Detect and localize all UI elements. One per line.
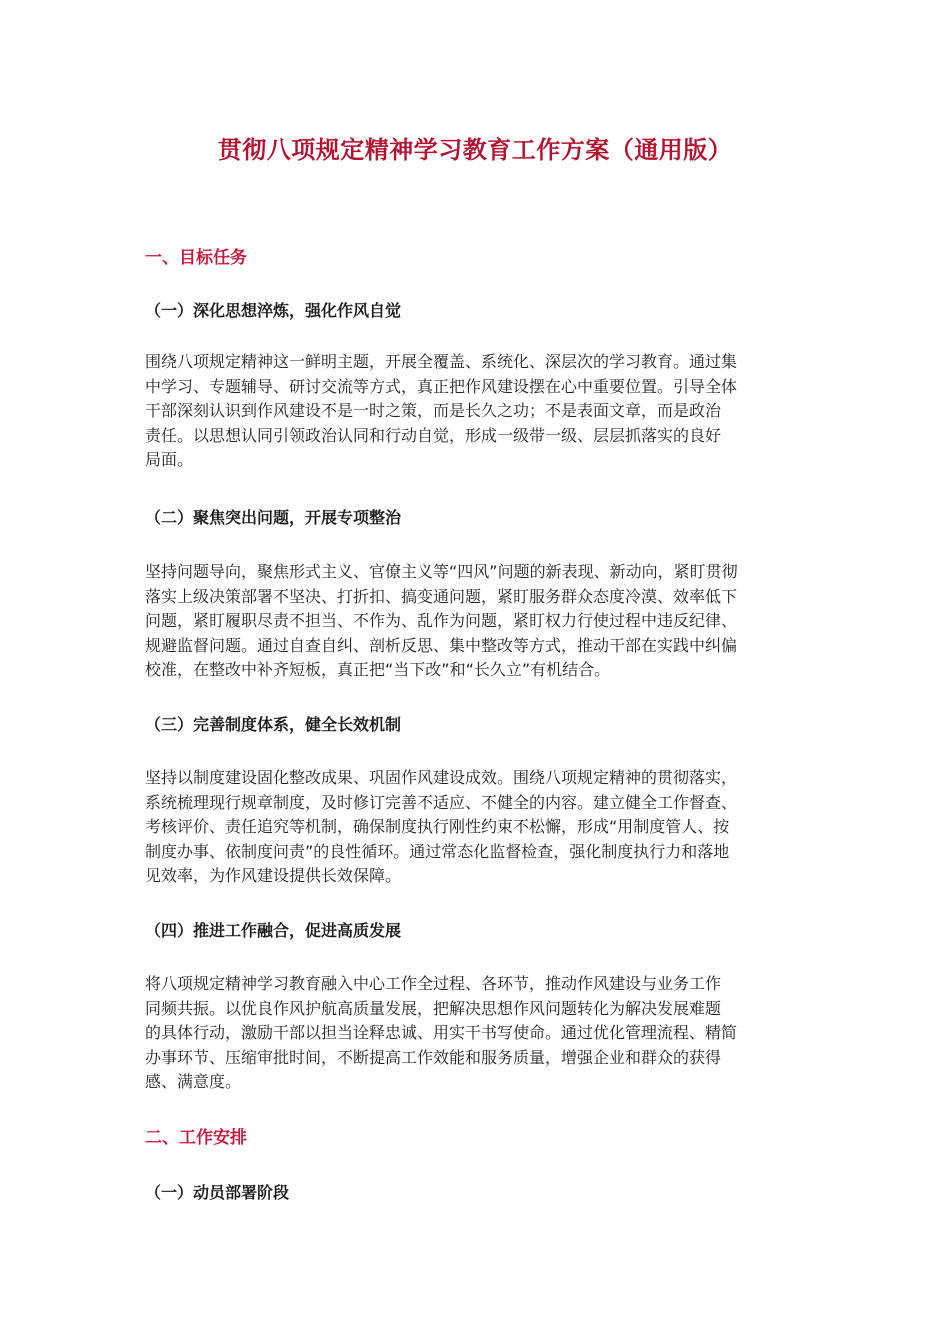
subsection-heading-1-4 [145, 918, 810, 944]
section-heading-text: 一、目标任务 [145, 248, 247, 268]
paragraph-line: 坚持以制度建设固化整改成果、巩固作风建设成效。围绕八项规定精神的贯彻落实， [145, 768, 738, 787]
subsection-heading-text: （一）动员部署阶段 [145, 1183, 290, 1202]
paragraph-line: 见效率，为作风建设提供长效保障。 [145, 866, 402, 885]
paragraph-line: 坚持问题导向，聚焦形式主义、官僚主义等“四风”问题的新表现、新动向，紧盯贯彻 [145, 562, 738, 581]
paragraph-1-1 [145, 350, 810, 473]
paragraph-1-4 [145, 972, 810, 1095]
section-heading-2 [145, 1125, 810, 1151]
subsection-heading-1-2 [145, 505, 810, 531]
subsection-heading-text: （一）深化思想淬炼，强化作风自觉 [145, 301, 402, 320]
subsection-heading-text: （四）推进工作融合，促进高质发展 [145, 921, 402, 940]
paragraph-line: 的具体行动，激励干部以担当诠释忠诚、用实干书写使命。通过优化管理流程、精简 [145, 1023, 738, 1042]
paragraph-line: 干部深刻认识到作风建设不是一时之策，而是长久之功；不是表面文章，而是政治 [145, 401, 722, 420]
paragraph-line: 中学习、专题辅导、研讨交流等方式，真正把作风建设摆在心中重要位置。引导全体 [145, 376, 738, 396]
section-heading-text: 二、工作安排 [145, 1128, 247, 1148]
subsection-heading-1-3 [145, 712, 810, 738]
paragraph-line: 校准，在整改中补齐短板，真正把“当下改”和“长久立”有机结合。 [145, 660, 611, 679]
paragraph-line: 问题，紧盯履职尽责不担当、不作为、乱作为问题，紧盯权力行使过程中违反纪律、 [145, 611, 738, 630]
subsection-heading-1-1 [145, 298, 810, 324]
subsection-heading-text: （二）聚焦突出问题，开展专项整治 [145, 508, 402, 527]
subsection-heading-2-1 [145, 1180, 810, 1206]
paragraph-line: 同频共振。以优良作风护航高质量发展，把解决思想作风问题转化为解决发展难题 [145, 998, 722, 1018]
paragraph-line: 将八项规定精神学习教育融入中心工作全过程、各环节，推动作风建设与业务工作 [145, 974, 722, 993]
paragraph-line: 围绕八项规定精神这一鲜明主题，开展全覆盖、系统化、深层次的学习教育。通过集 [145, 352, 738, 371]
section-heading-1 [145, 245, 810, 271]
paragraph-1-2 [145, 560, 810, 683]
paragraph-1-3 [145, 766, 810, 889]
paragraph-line: 落实上级决策部署不坚决、打折扣、搞变通问题，紧盯服务群众态度冷漠、效率低下 [145, 586, 738, 606]
paragraph-line: 规避监督问题。通过自查自纠、剖析反思、集中整改等方式，推动干部在实践中纠偏 [145, 635, 738, 655]
paragraph-line: 考核评价、责任追究等机制，确保制度执行刚性约束不松懈，形成“用制度管人、按 [145, 817, 730, 836]
paragraph-line: 系统梳理现行规章制度，及时修订完善不适应、不健全的内容。建立健全工作督查、 [145, 792, 738, 812]
paragraph-line: 责任。以思想认同引领政治认同和行动自觉，形成一级带一级、层层抓落实的良好 [145, 425, 722, 445]
paragraph-line: 局面。 [145, 450, 194, 469]
subsection-heading-text: （三）完善制度体系，健全长效机制 [145, 715, 402, 734]
document-title: 贯彻八项规定精神学习教育工作方案（通用版） [217, 136, 733, 164]
paragraph-line: 办事环节、压缩审批时间，不断提高工作效能和服务质量，增强企业和群众的获得 [145, 1047, 722, 1067]
paragraph-line: 感、满意度。 [145, 1072, 242, 1091]
paragraph-line: 制度办事、依制度问责”的良性循环。通过常态化监督检查，强化制度执行力和落地 [145, 841, 730, 861]
